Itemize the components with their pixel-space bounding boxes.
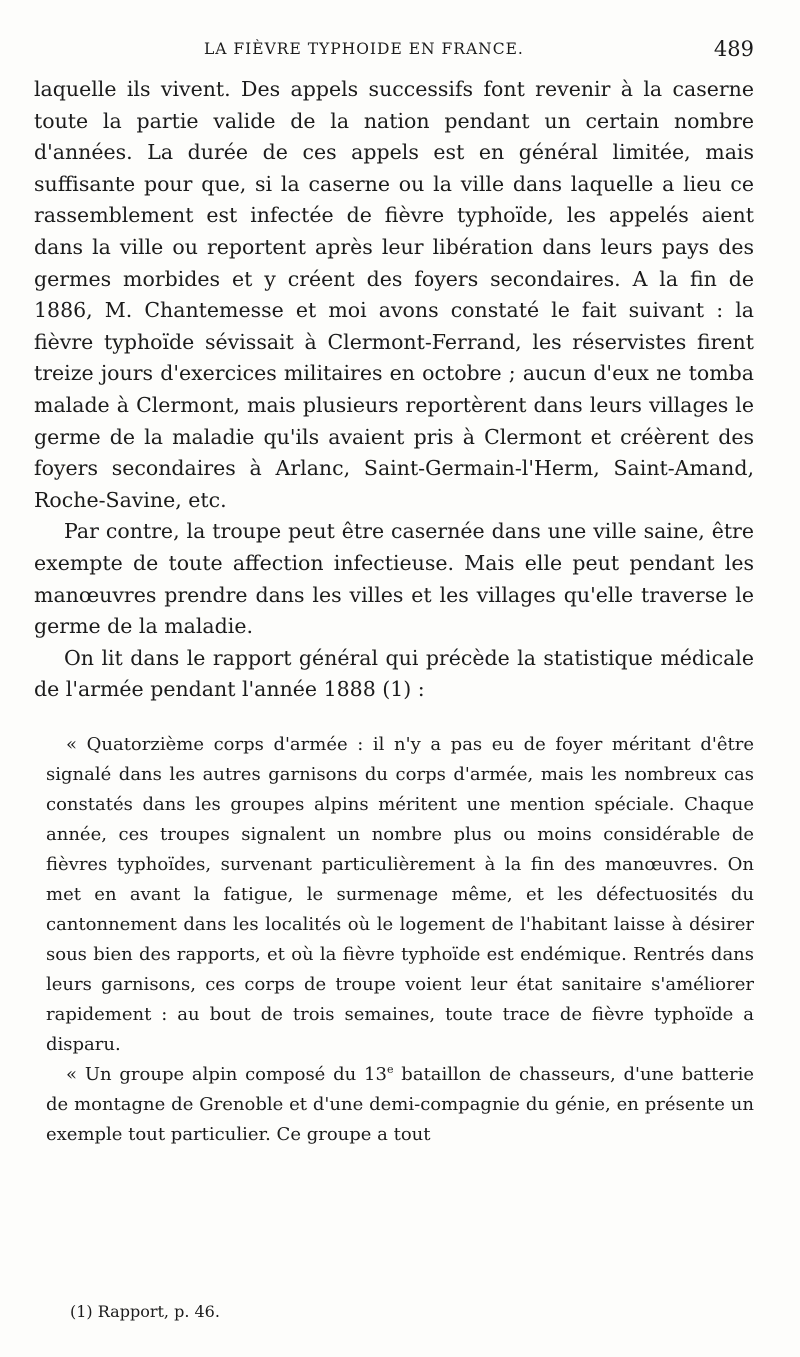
quote-text-end: bataillon de chasseurs, d'une batterie de montagne de Grenoble et d'une demi-compagnie du génie, en présente un exemple tout particulier. Ce groupe a tout — [46, 1063, 754, 1145]
paragraph: On lit dans le rapport général qui précède la statistique médicale de l'armée pendant l'année 1888 (1) : — [34, 645, 754, 702]
paragraph: Par contre, la troupe peut être casernée dans une ville saine, être exempte de toute affection infectieuse. Mais elle peut pendant les manœuvres prendre dans les villes et les villages qu'elle traverse le germe de la maladie. — [34, 519, 754, 639]
running-title: LA FIÈVRE TYPHOIDE EN FRANCE. — [204, 40, 524, 58]
footnote: (1) Rapport, p. 46. — [70, 1302, 220, 1321]
main-text — [34, 74, 754, 1150]
page-number: 489 — [713, 37, 754, 61]
quote-paragraph — [46, 1060, 754, 1150]
paragraph: laquelle ils vivent. Des appels successifs font revenir à la caserne toute la partie valide de la nation pendant un certain nombre d'années. La durée de ces appels est en général limitée, mais suffisante pour que, si la caserne ou la ville dans laquelle a lieu ce rassemblement est infectée de fièvre typhoïde, les appelés aient dans la ville ou reportent après leur libération dans leurs pays des germes morbides et y créent des foyers secondaires. A la fin de 1886, M. Chantemesse et moi avons constaté le fait suivant : la fièvre typhoïde sévissait à Clermont-Ferrand, les réservistes firent treize jours d'exercices militaires en octobre ; aucun d'eux ne tomba malade à Clermont, mais plusieurs reportèrent dans leurs villages le germe de la maladie qu'ils avaient pris à Clermont et créèrent des foyers secondaires à Arlanc, Saint-Germain-l'Herm, Saint-Amand, Roche-Savine, etc. — [34, 77, 754, 512]
superscript: e — [386, 1062, 394, 1076]
quote-text-start: « Un groupe alpin composé du 13 — [66, 1063, 387, 1085]
page-header — [34, 34, 754, 64]
quoted-report — [34, 730, 754, 1150]
quote-paragraph: « Quatorzième corps d'armée : il n'y a pas eu de foyer méritant d'être signalé dans les autres garnisons du corps d'armée, mais les nombreux cas constatés dans les groupes alpins méritent une mention spéciale. Chaque année, ces troupes signalent un nombre plus ou moins considérable de fièvres typhoïdes, survenant particulièrement à la fin des manœuvres. On met en avant la fatigue, le surmenage même, et les défectuosités du cantonnement dans les localités où le logement de l'habitant laisse à désirer sous bien des rapports, et où la fièvre typhoïde est endémique. Rentrés dans leurs garnisons, ces corps de troupe voient leur état sanitaire s'améliorer rapidement : au bout de trois semaines, toute trace de fièvre typhoïde a disparu. — [46, 733, 754, 1055]
